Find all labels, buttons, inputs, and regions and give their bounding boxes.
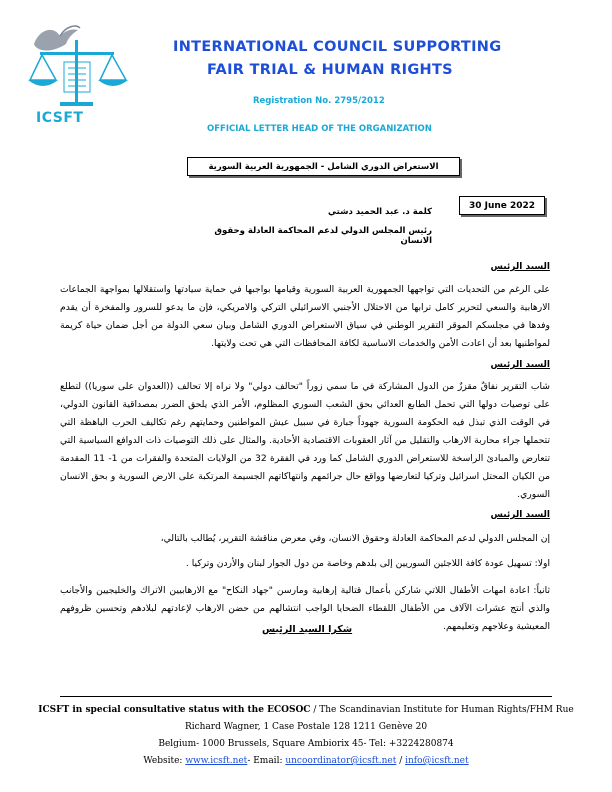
paragraph-criticism: شاب التقرير نفاقٌ مقززٌ من الدول المشاركة في ما سمي زوراً "تحالف دولي" ولا نراه إلا تحالف ((العدوان على سوريا)) لتطلع على توصيات دولها التي تحمل الطابع العدائي بحق الشعب السوري المظلوم، الأمر الذي يلحق الضرر بمصداقية القانون الدولي، في الوقت الذي تبذل فيه الحكومة السورية جهوداً جبارة في سبيل عيش المواطنين وحمايتهم رغم تكاليف الحرب الباهظة التي تتحملها جراء محاربة الارهاب والتقليل من آثار العقوبات الاقتصادية الأحادية. والمثال على ذلك التوصيات ذات الدوافع السياسية التي تتعارض والمبادئ الراسخة للاستعراض الدوري الشامل كما ورد في الفقرة 32 من الولايات المتحدة والفقرات من 1- 11 المقدمة من الكيان المحتل اسرائيل وتركيا لتعارضها وواقع حال جرائمهم وانتهاكاتهم الجسيمة المرتكبة على الارض السورية و بحق الانسان السوري. [60, 381, 550, 500]
subject-box [187, 157, 460, 176]
speaker-name: كلمة د. عبد الحميد دشتي [328, 207, 432, 217]
dove-and-scales-logo-icon [20, 22, 140, 117]
footer-status-rest: / The Scandinavian Institute for Human Rights/FHM Rue [310, 705, 574, 715]
official-letterhead-label: OFFICIAL LETTER HEAD OF THE ORGANIZATION [207, 124, 432, 134]
email-link-info[interactable]: info@icsft.net [405, 756, 469, 766]
website-label: Website: [143, 756, 186, 766]
footer-status-bold: ICSFT in special consultative status with the ECOSOC [38, 705, 311, 715]
date-box [459, 196, 545, 215]
greeting-1: السيد الرئيس [490, 262, 550, 272]
closing-thanks: شكرا السيد الرئيس [262, 624, 353, 635]
subject-text: الاستعراض الدوري الشامل - الجمهورية العربية السورية [208, 161, 439, 172]
website-link[interactable]: www.icsft.net [185, 756, 248, 766]
email-link-coordinator[interactable]: uncoordinator@icsft.net [285, 756, 397, 766]
footer-contact-line [0, 756, 612, 766]
paragraph-demand-second: ثانياً: اعادة امهات الأطفال اللاتي شاركن بأعمال قتالية إرهابية ومارسن "جهاد النكاح" مع الارهابيين الاتراك والخليجيين والأجانب والذي أنتج عشرات الآلاف من الأطفال اللقطاء الضحايا الواجب انتشالهم من حضن الارهاب لإعادتهم لبلادهم وتحسين ظروفهم المعيشية وعلاجهم وتعليمهم. [60, 585, 550, 632]
paragraph-demands-intro: إن المجلس الدولي لدعم المحاكمة العادلة وحقوق الانسان، وفي معرض مناقشة التقرير، يُطالب بالتالي، [160, 533, 550, 544]
registration-number: Registration No. 2795/2012 [253, 96, 385, 106]
organization-title-line2: FAIR TRIAL & HUMAN RIGHTS [207, 62, 453, 78]
paragraph-intro: على الرغم من التحديات التي تواجهها الجمهورية العربية السورية وقيامها بواجبها في حماية سيادتها واستقلالها بمواجهة الجماعات الارهابية والسعي لتحرير كامل ترابها من الاحتلال الأجنبي الاسرائيلي التركي والامريكي، فإن ما يدعو للسرور والمفخرة أن يقدم وفدها في مجلسكم الموقر التقرير الوطني في سياق الاستعراض الدوري الشامل وبيان سعي الدولة من أجل ضمان حياة كريمة لمواطنيها بعد أن اعادت الأمن والخدمات الاساسية لكافة المحافظات التي هي تحت ولايتها. [60, 284, 550, 349]
organization-title-line1: INTERNATIONAL COUNCIL SUPPORTING [173, 39, 502, 55]
email-label: - Email: [247, 756, 286, 766]
footer-address-line2: Belgium- 1000 Brussels, Square Ambiorix 45- Tel: +3224280874 [158, 739, 454, 749]
footer-address-line1: Richard Wagner, 1 Case Postale 128 1211 Genève 20 [184, 722, 428, 732]
footer-divider [60, 696, 552, 697]
footer-status-line [0, 705, 612, 715]
letter-date: 30 June 2022 [468, 200, 536, 211]
organization-abbreviation: ICSFT [36, 110, 84, 126]
email-separator: / [396, 756, 406, 766]
greeting-3: السيد الرئيس [490, 510, 550, 520]
speaker-role: رئيس المجلس الدولي لدعم المحاكمة العادلة وحقوق الانسان [214, 226, 432, 246]
greeting-2: السيد الرئيس [490, 360, 550, 370]
paragraph-demand-first: اولا: تسهيل عودة كافة اللاجئين السوريين إلى بلدهم وخاصة من دول الجوار لبنان والأردن وتركيا . [185, 558, 550, 569]
